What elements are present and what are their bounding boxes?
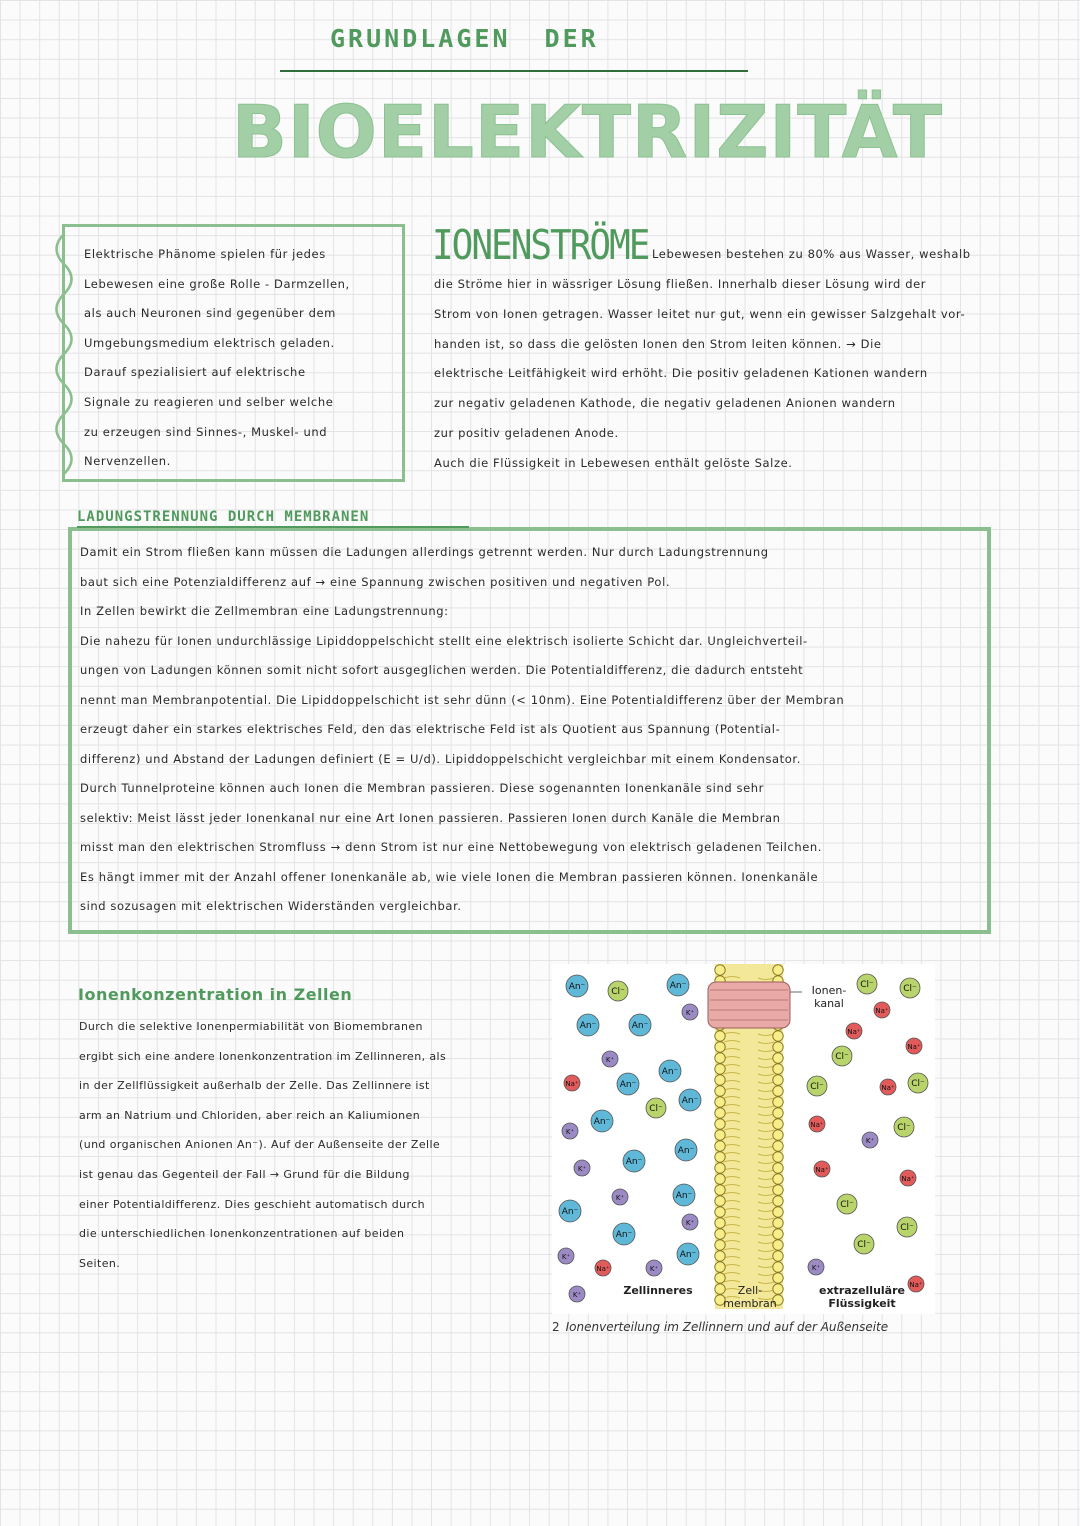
konzentration-line: ergibt sich eine andere Ionenkonzentration im Zellinneren, als [79,1049,447,1063]
natrium-ion-label: Na⁺ [847,1028,861,1036]
intro-line: Elektrische Phänome spielen für jedes [84,247,326,261]
intro-line: Signale zu reagieren und selber welche [84,394,334,409]
label-zellmembran-line: membran [723,1297,777,1310]
label-zellmembran [720,1284,780,1310]
kalium-ion-label: K⁺ [577,1165,587,1173]
ladungstrennung-line: Es hängt immer mit der Anzahl offener Ionenkanäle ab, wie viele Ionen die Membran passieren können. Ionenkanäle [80,869,819,884]
anion-ion-label: An⁻ [677,1146,695,1156]
ionenstroeme-line: elektrische Leitfähigkeit wird erhöht. Die positiv geladenen Kationen wandern [434,366,928,381]
anion-ion-label: An⁻ [593,1117,611,1127]
intro-line: Nervenzellen. [84,454,171,469]
chlorid-ion-label: Cl⁻ [840,1200,854,1210]
figure-caption-text: Ionenverteilung im Zellinnern und auf der Außenseite [565,1320,889,1334]
ladungstrennung-line: nennt man Membranpotential. Die Lipiddoppelschicht ist sehr dünn (< 10nm). Eine Potentialdifferenz über der Membran [80,692,845,707]
ladungstrennung-line: Durch Tunnelproteine können auch Ionen die Membran passieren. Diese sogenannten Ionenkanäle sind sehr [80,781,764,795]
anion-ion-label: An⁻ [679,1250,697,1260]
title-underline [280,70,748,72]
ionenstroeme-first-line: Lebewesen bestehen zu 80% aus Wasser, weshalb [652,247,971,261]
ionenstroeme-line: zur negativ geladenen Kathode, die negativ geladenen Anionen wandern [434,396,896,411]
ladungstrennung-line: Die nahezu für Ionen undurchlässige Lipiddoppelschicht stellt eine elektrisch isolierte Schicht dar. Ungleichverteil- [80,633,808,648]
kalium-ion-label: K⁺ [565,1128,575,1136]
intro-line: Lebewesen eine große Rolle - Darmzellen, [84,276,350,291]
label-ionenkanal [804,984,854,1010]
kalium-ion-label: K⁺ [685,1009,695,1017]
chlorid-ion-label: Cl⁻ [857,1240,871,1250]
anion-ion-label: An⁻ [568,982,586,992]
ionenstroeme-heading: IONENSTRÖME [432,222,649,270]
natrium-ion-label: Na⁺ [875,1007,889,1015]
anion-ion-label: An⁻ [615,1230,633,1240]
ionenstroeme-line: Auch die Flüssigkeit in Lebewesen enthält gelöste Salze. [434,455,793,470]
ladungstrennung-line: erzeugt daher ein starkes elektrisches Feld, den das elektrische Feld ist als Quotient aus Spannung (Potential- [80,722,781,736]
konzentration-text [79,1012,509,1278]
ladungstrennung-line: Damit ein Strom fließen kann müssen die Ladungen allerdings getrennt werden. Nur durch Ladungstrennung [80,545,769,559]
natrium-ion-label: Na⁺ [909,1281,923,1289]
chlorid-ion-label: Cl⁻ [897,1123,911,1133]
intro-line: als auch Neuronen sind gegenüber dem [84,306,336,321]
label-extrazellulaer [814,1284,910,1310]
label-extrazellulaer-line: extrazelluläre [819,1284,905,1297]
natrium-ion-label: Na⁺ [815,1166,829,1174]
konzentration-line: in der Zellflüssigkeit außerhalb der Zelle. Das Zellinnere ist [79,1079,430,1093]
chlorid-ion-label: Cl⁻ [900,1223,914,1233]
kalium-ion-label: K⁺ [685,1219,695,1227]
title-top-line [330,24,750,53]
natrium-ion-label: Na⁺ [901,1175,915,1183]
chlorid-ion-label: Cl⁻ [860,980,874,990]
konzentration-heading: Ionenkonzentration in Zellen [78,985,353,1004]
ionenstroeme-line: handen ist, so dass die gelösten Ionen den Strom leiten können. → Die [434,336,882,351]
ladungstrennung-line: selektiv: Meist lässt jeder Ionenkanal nur eine Art Ionen passieren. Passieren Ionen durch Kanäle die Membran [80,810,781,825]
natrium-ion-label: Na⁺ [881,1084,895,1092]
chlorid-ion-label: Cl⁻ [810,1082,824,1092]
figure-caption [552,1320,888,1334]
notebook-spiral-icon [52,230,74,478]
ladungstrennung-line: In Zellen bewirkt die Zellmembran eine Ladungstrennung: [80,604,449,618]
konzentration-line: einer Potentialdifferenz. Dies geschieht automatisch durch [79,1197,426,1211]
konzentration-line: ist genau das Gegenteil der Fall → Grund für die Bildung [79,1167,410,1181]
ladungstrennung-line: misst man den elektrischen Stromfluss → denn Strom ist nur eine Nettobewegung von elektrisch geladenen Teilchen. [80,840,823,854]
anion-ion-label: An⁻ [625,1157,643,1167]
konzentration-line: (und organischen Anionen An⁻). Auf der Außenseite der Zelle [79,1138,441,1152]
label-extrazellulaer-line: Flüssigkeit [828,1297,896,1310]
kalium-ion-label: K⁺ [605,1056,615,1064]
intro-text [84,240,399,477]
anion-ion-label: An⁻ [619,1080,637,1090]
natrium-ion-label: Na⁺ [596,1265,610,1273]
chlorid-ion-label: Cl⁻ [649,1104,663,1114]
kalium-ion-label: K⁺ [615,1194,625,1202]
anion-ion-label: An⁻ [675,1191,693,1201]
ladungstrennung-text [80,538,975,922]
ladungstrennung-heading: LADUNGSTRENNUNG DURCH MEMBRANEN [77,509,370,525]
ladungstrennung-line: differenz) und Abstand der Ladungen definiert (E = U/d). Lipiddoppelschicht vergleichbar mit einem Kondensator. [80,751,801,766]
chlorid-ion-label: Cl⁻ [835,1052,849,1062]
natrium-ion-label: Na⁺ [565,1080,579,1088]
intro-line: zu erzeugen sind Sinnes-, Muskel- und [84,424,328,439]
intro-line: Umgebungsmedium elektrisch geladen. [84,335,335,350]
kalium-ion-label: K⁺ [649,1265,659,1273]
natrium-ion-label: Na⁺ [810,1121,824,1129]
ladungstrennung-line: baut sich eine Potenzialdifferenz auf → eine Spannung zwischen positiven und negativen Pol. [80,574,671,589]
figure-number: 2 [552,1320,560,1334]
figure-labels [552,964,935,1314]
anion-ion-label: An⁻ [631,1021,649,1031]
anion-ion-label: An⁻ [661,1067,679,1077]
natrium-ion-label: Na⁺ [907,1043,921,1051]
title-word-1: GRUNDLAGEN [330,24,511,53]
ionenstroeme-line: Strom von Ionen getragen. Wasser leitet nur gut, wenn ein gewisser Salzgehalt vor- [434,306,966,321]
ionenstroeme-line: zur positiv geladenen Anode. [434,425,619,440]
anion-ion-label: An⁻ [579,1021,597,1031]
page-title: BIOELEKTRIZITÄT [232,90,944,174]
chlorid-ion-label: Cl⁻ [611,987,625,997]
ladungstrennung-underline [77,526,469,528]
kalium-ion-label: K⁺ [561,1253,571,1261]
konzentration-line: Durch die selektive Ionenpermiabilität von Biomembranen [79,1020,423,1033]
ladungstrennung-line: sind sozusagen mit elektrischen Widerständen vergleichbar. [80,899,462,913]
kalium-ion-label: K⁺ [572,1291,582,1299]
intro-line: Darauf spezialisiert auf elektrische [84,365,306,380]
title-word-2: DER [544,24,599,53]
label-ionenkanal-line: Ionen- [811,984,847,997]
anion-ion-label: An⁻ [669,981,687,991]
ionenstroeme-line: die Ströme hier in wässriger Lösung fließen. Innerhalb dieser Lösung wird der [434,277,927,291]
label-zellmembran-line: Zell- [737,1284,763,1297]
label-ionenkanal-line: kanal [814,997,844,1010]
konzentration-line: die unterschiedlichen Ionenkonzentrationen auf beiden [79,1227,405,1241]
anion-ion-label: An⁻ [681,1096,699,1106]
chlorid-ion-label: Cl⁻ [903,984,917,994]
chlorid-ion-label: Cl⁻ [911,1079,925,1089]
konzentration-line: Seiten. [79,1256,121,1270]
ladungstrennung-line: ungen von Ladungen können somit nicht sofort ausgeglichen werden. Die Potentialdifferenz, die dadurch entsteht [80,663,804,677]
anion-ion-label: An⁻ [561,1207,579,1217]
konzentration-line: arm an Natrium und Chloriden, aber reich an Kaliumionen [79,1108,421,1122]
label-zellinneres: Zellinneres [623,1284,693,1297]
kalium-ion-label: K⁺ [865,1137,875,1145]
ionenstroeme-text [434,270,1049,479]
kalium-ion-label: K⁺ [811,1264,821,1272]
